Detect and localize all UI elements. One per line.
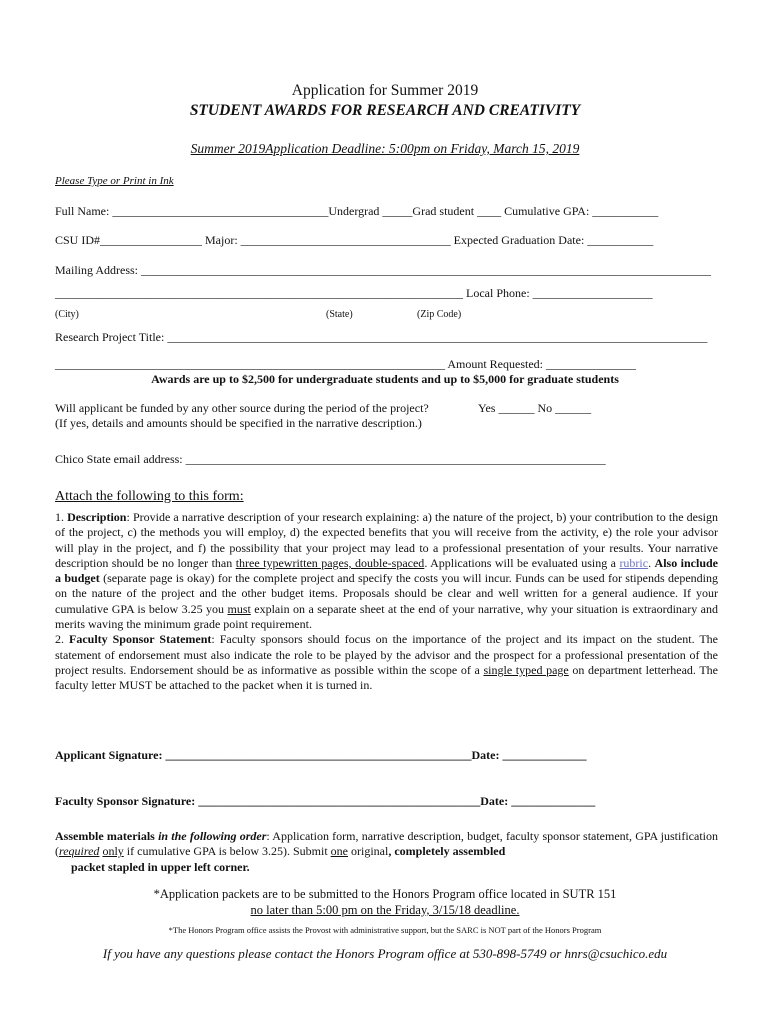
- funded-question: Will applicant be funded by any other source during the period of the project?: [55, 401, 429, 415]
- honors-office-note: *The Honors Program office assists the Provost with administrative support, but the SARC is NOT part of the Honors Program: [168, 925, 602, 935]
- amount-requested-line: _________________________________________________________________ Amount Requested: _______________: [55, 357, 636, 371]
- assemble-text: : Application form, narrative description, budget, faculty sponsor statement, GPA justification (: [55, 829, 718, 859]
- budget-text: Also include a budget: [55, 555, 719, 586]
- instructions: Please Type or Print in Ink: [55, 175, 174, 187]
- attachment-instructions: [55, 510, 718, 694]
- assemble-instructions: [55, 829, 718, 875]
- description-item: [55, 510, 718, 632]
- local-phone-line: ____________________________________________________________________ Local Phone: ____________________: [55, 286, 653, 300]
- form-title: Application for Summer 2019: [291, 82, 479, 99]
- description-text: . Applications will be evaluated using a: [424, 555, 620, 570]
- csu-id-line: CSU ID#_________________ Major: ___________________________________ Expected Graduation Date: ___________: [55, 233, 654, 247]
- assemble-text: original: [348, 844, 389, 859]
- description-text: : Provide a narrative description of your research explaining: a) the nature of the project, b) your contribution to the design of the project, c) the methods you will employ, d) the expected benefits that you will receive from the activity, e) the role your advisor will play in the project, and f) the possibility that your project may lead to a professional presentation of your results. Your narrative description should be no longer than: [55, 510, 719, 570]
- project-title-line: Research Project Title: __________________________________________________________________________________________: [55, 330, 708, 344]
- faculty-signature-line: Faculty Sponsor Signature: _______________________________________________Date: ______________: [55, 794, 596, 808]
- item-number: 1.: [55, 510, 68, 524]
- only-text: only: [102, 844, 124, 859]
- yes-no-line: Yes ______ No ______: [478, 401, 592, 415]
- city-label: (City): [55, 309, 79, 320]
- state-label: (State): [326, 309, 353, 320]
- rubric-link[interactable]: rubric: [619, 555, 649, 570]
- full-name-line: Full Name: ____________________________________Undergrad _____Grad student ____ Cumulative GPA: ___________: [55, 204, 659, 218]
- applicant-signature-line: Applicant Signature: ___________________________________________________Date: ______________: [55, 748, 587, 762]
- faculty-statement-text: on department letterhead. The faculty letter MUST be attached to the packet when it is turned in.: [55, 662, 718, 693]
- faculty-statement-text: : Faculty sponsors should focus on the importance of the project and its impact on the student. The statement of endorsement must also indicate the role to be played by the advisor and the prospect for a professional presentation of the project results. Endorsement should be as informative as possible within the scope of a: [55, 632, 719, 677]
- deadline-note: no later than 5:00 pm on the Friday, 3/15/18 deadline.: [250, 903, 520, 917]
- faculty-statement-item: [55, 632, 718, 693]
- attach-heading: Attach the following to this form:: [55, 489, 244, 504]
- assembled-text: , completely assembled: [388, 844, 506, 859]
- assemble-label: Assemble materials: [55, 829, 159, 843]
- page-limit-text: three typewritten pages, double-spaced: [235, 555, 425, 570]
- description-text: (separate page is okay) for the complete project and specify the costs you will incur. Funds can be used for stipends depending on the nature of the project and the other budget items. Proposals should be clear and well written for a general audience. If your cumulative GPA is below 3.25 you: [55, 571, 718, 616]
- mailing-address-line: Mailing Address: _______________________________________________________________________________________________: [55, 263, 711, 277]
- must-text: must: [227, 601, 251, 616]
- required-text: required: [59, 844, 100, 859]
- email-line: Chico State email address: ______________________________________________________________________: [55, 452, 606, 466]
- contact-line: If you have any questions please contact the Honors Program office at 530-898-5749 or hnrs@csuchico.edu: [102, 946, 668, 961]
- description-label: Description: [67, 510, 127, 524]
- funded-note: (If yes, details and amounts should be specified in the narrative description.): [55, 416, 422, 430]
- single-page-text: single typed page: [483, 662, 569, 677]
- faculty-statement-label: Faculty Sponsor Statement: [68, 632, 212, 647]
- submission-note: *Application packets are to be submitted to the Honors Program office located in SUTR 151: [153, 887, 617, 901]
- awards-note: Awards are up to $2,500 for undergraduate students and up to $5,000 for graduate students: [151, 372, 619, 386]
- stapled-text: packet stapled in upper left corner.: [71, 859, 250, 874]
- deadline-line: Summer 2019Application Deadline: 5:00pm on Friday, March 15, 2019: [190, 141, 580, 156]
- order-text: in the following order: [158, 829, 267, 843]
- description-text: explain on a separate sheet at the end of your narrative, why your situation is extraordinary and merits waving the minimum grade point requirement.: [55, 601, 719, 632]
- assemble-text: if cumulative GPA is below 3.25). Submit: [123, 844, 331, 859]
- one-text: one: [330, 844, 348, 859]
- description-text: .: [648, 555, 655, 570]
- zip-label: (Zip Code): [417, 309, 462, 320]
- item-number: 2.: [55, 632, 69, 647]
- form-subtitle: STUDENT AWARDS FOR RESEARCH AND CREATIVITY: [189, 102, 581, 119]
